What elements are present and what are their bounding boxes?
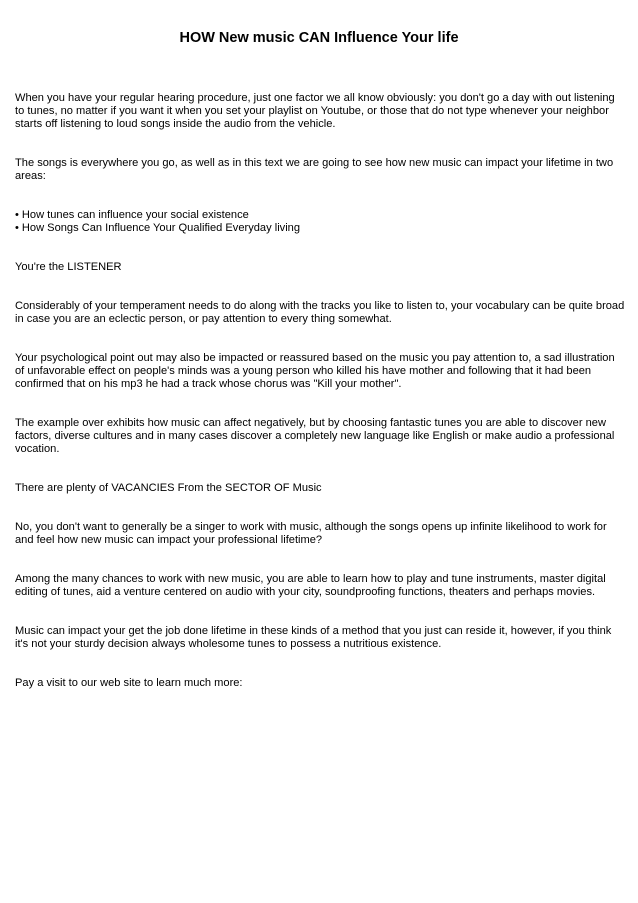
bullet-text: How tunes can influence your social existence: [21, 209, 249, 221]
section-heading: There are plenty of VACANCIES From the SECTOR OF Music: [15, 482, 322, 494]
paragraph: Among the many chances to work with new music, you are able to learn how to play and tune instruments, master digital editing of tunes, aid a venture centered on audio with your city, soundproofing functions, theaters and perhaps movies.: [15, 573, 606, 598]
closing-line: Pay a visit to our web site to learn much more:: [15, 677, 243, 689]
bullet-marker: •: [15, 209, 19, 221]
paragraph: Your psychological point out may also be impacted or reassured based on the music you pay attention to, a sad illustration of unfavorable effect on people's minds was a young person who killed his have mother and following that it had been confirmed that on his mp3 he had a track whose chorus was "Kill your mother".: [15, 352, 615, 390]
document-body: [15, 92, 625, 690]
bullet-list: [15, 209, 625, 235]
bullet-text: How Songs Can Influence Your Qualified Everyday living: [21, 222, 301, 234]
paragraph: Music can impact your get the job done lifetime in these kinds of a method that you just can reside it, however, if you think it's not your sturdy decision always wholesome tunes to possess a nutritious existence.: [15, 625, 612, 650]
paragraph: Considerably of your temperament needs to do along with the tracks you like to listen to, your vocabulary can be quite broad in case you are an eclectic person, or pay attention to every thing somewhat.: [15, 300, 625, 325]
document-title: HOW New music CAN Influence Your life: [179, 30, 459, 46]
paragraph: The example over exhibits how music can affect negatively, but by choosing fantastic tunes you are able to discover new factors, diverse cultures and in many cases discover a completely new language like English or make audio a professional vocation.: [15, 417, 615, 455]
paragraph: The songs is everywhere you go, as well as in this text we are going to see how new music can impact your lifetime in two areas:: [15, 157, 614, 182]
bullet-item: [15, 209, 625, 222]
section-heading: You're the LISTENER: [15, 261, 122, 273]
bullet-marker: •: [15, 222, 19, 234]
bullet-item: [15, 222, 625, 235]
paragraph: When you have your regular hearing procedure, just one factor we all know obviously: you don't go a day with out listening to tunes, no matter if you want it when you set your playlist on Youtube, or those that do not type whenever your neighbor starts off listening to loud songs inside the audio from the vehicle.: [15, 92, 615, 130]
paragraph: No, you don't want to generally be a singer to work with music, although the songs opens up infinite likelihood to work for and feel how new music can impact your professional lifetime?: [15, 521, 607, 546]
